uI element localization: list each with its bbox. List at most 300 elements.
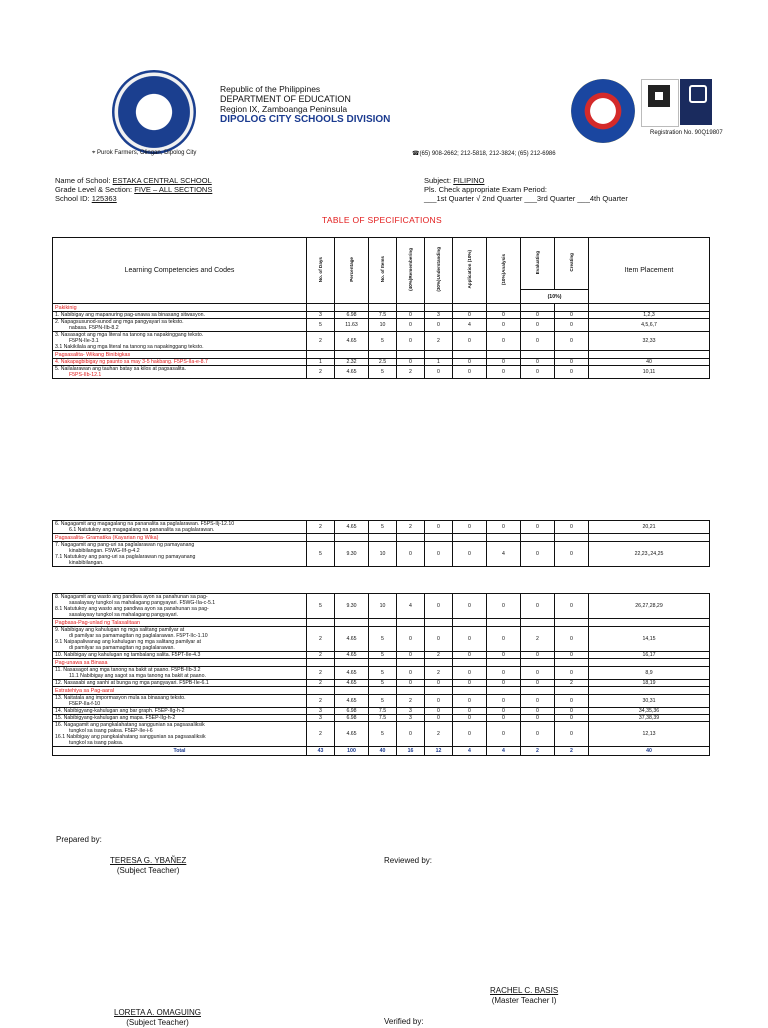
items-header: No. of Items	[369, 238, 397, 304]
empty-cell	[335, 351, 369, 359]
value-cell: 3	[425, 312, 453, 319]
percentage-header: Percentage	[335, 238, 369, 304]
teacher1-role: (Subject Teacher)	[116, 866, 180, 875]
location-icon: ⌖	[92, 150, 98, 156]
competency-cell	[53, 542, 307, 567]
teacher1-name: TERESA G. YBAÑEZ	[110, 856, 187, 865]
phone-icon: ☎	[412, 151, 420, 157]
empty-cell	[589, 534, 710, 542]
empty-cell	[397, 659, 425, 667]
empty-cell	[397, 619, 425, 627]
teacher2-role: (Subject Teacher)	[126, 1018, 189, 1027]
value-cell: 0	[397, 667, 425, 680]
value-cell: 6.98	[335, 708, 369, 715]
value-cell: 0	[555, 667, 589, 680]
value-cell: 0	[453, 594, 487, 619]
value-cell: 40	[589, 359, 710, 366]
table-row	[53, 332, 710, 351]
table-row	[53, 542, 710, 567]
value-cell: 0	[521, 359, 555, 366]
empty-cell	[397, 687, 425, 695]
competency-cell	[53, 366, 307, 379]
value-cell: 2	[307, 332, 335, 351]
teacher2-name: LORETA A. OMAGUING	[114, 1008, 201, 1017]
value-cell: 0	[487, 708, 521, 715]
competency-cell	[53, 722, 307, 747]
value-cell: 7.5	[369, 312, 397, 319]
value-cell: 11.63	[335, 319, 369, 332]
value-cell: 5	[369, 627, 397, 652]
ukas-certification-logo	[680, 79, 712, 125]
value-cell: 0	[425, 366, 453, 379]
empty-cell	[453, 351, 487, 359]
value-cell: 0	[453, 366, 487, 379]
empty-cell	[521, 659, 555, 667]
evaluating-creating-pct: (10%)	[521, 290, 589, 304]
value-cell: 2	[425, 652, 453, 659]
value-cell: 0	[487, 359, 521, 366]
empty-cell	[555, 534, 589, 542]
empty-cell	[307, 304, 335, 312]
value-cell: 0	[555, 708, 589, 715]
empty-cell	[521, 351, 555, 359]
total-cell: 4	[487, 747, 521, 756]
value-cell: 0	[521, 319, 555, 332]
table-row	[53, 667, 710, 680]
competency-line: F5PN-IIe-3.1	[69, 338, 99, 344]
value-cell: 0	[397, 627, 425, 652]
value-cell: 9.30	[335, 594, 369, 619]
creating-header: Creating	[555, 238, 589, 290]
value-cell: 0	[555, 521, 589, 534]
value-cell: 3	[307, 312, 335, 319]
table-row	[53, 627, 710, 652]
value-cell: 0	[453, 521, 487, 534]
competency-line: 6.1 Natutukoy ang magagalang na pananalita sa paglalarawan.	[69, 527, 215, 533]
value-cell: 4.65	[335, 695, 369, 708]
empty-cell	[369, 351, 397, 359]
value-cell: 0	[521, 708, 555, 715]
value-cell: 5	[307, 594, 335, 619]
table-header-row	[53, 238, 710, 290]
address-line: ⌖ Purok Farmers, Olingan, Dipolog City	[92, 150, 197, 156]
region-line: Region IX, Zamboanga Peninsula	[220, 104, 348, 114]
value-cell: 2	[555, 680, 589, 687]
value-cell: 0	[425, 594, 453, 619]
value-cell: 5	[369, 667, 397, 680]
value-cell: 0	[487, 319, 521, 332]
value-cell: 0	[453, 627, 487, 652]
value-cell: 0	[425, 708, 453, 715]
empty-cell	[487, 687, 521, 695]
value-cell: 4.65	[335, 680, 369, 687]
value-cell: 1,2,3	[589, 312, 710, 319]
value-cell: 10	[369, 319, 397, 332]
total-cell: 40	[369, 747, 397, 756]
value-cell: 2	[425, 667, 453, 680]
empty-cell	[453, 304, 487, 312]
value-cell: 0	[487, 594, 521, 619]
school-info: Name of School: ESTAKA CENTRAL SCHOOL Grade Level & Section: FIVE – ALL SECTIONS School ID: 125363	[55, 176, 213, 203]
value-cell: 7.5	[369, 715, 397, 722]
competency-line: 16.1 Nabibigay ang pangkalahatang sanggunian sa pagsasaliksik	[55, 734, 206, 740]
empty-cell	[307, 619, 335, 627]
specifications-table-part3	[52, 593, 710, 756]
value-cell: 14,15	[589, 627, 710, 652]
section-row	[53, 659, 710, 667]
table-row	[53, 359, 710, 366]
competency-line: tungkol sa isang paksa.	[69, 740, 124, 746]
value-cell: 0	[521, 722, 555, 747]
value-cell: 9.30	[335, 542, 369, 567]
competency-cell	[53, 594, 307, 619]
empty-cell	[453, 619, 487, 627]
empty-cell	[453, 534, 487, 542]
grade-section: FIVE – ALL SECTIONS	[134, 185, 213, 194]
empty-cell	[589, 351, 710, 359]
competency-cell	[53, 312, 307, 319]
section-row	[53, 351, 710, 359]
empty-cell	[589, 304, 710, 312]
value-cell: 4.65	[335, 332, 369, 351]
competency-cell	[53, 695, 307, 708]
value-cell: 2	[307, 722, 335, 747]
table-row	[53, 366, 710, 379]
empty-cell	[335, 687, 369, 695]
value-cell: 7.5	[369, 708, 397, 715]
reviewed-by-label: Reviewed by:	[384, 856, 433, 865]
competency-cell	[53, 359, 307, 366]
value-cell: 5	[307, 542, 335, 567]
section-row	[53, 534, 710, 542]
value-cell: 5	[369, 652, 397, 659]
empty-cell	[487, 534, 521, 542]
exam-info: Subject: FILIPINO Pls. Check appropriate Exam Period: ___1st Quarter √ 2nd Quarter ___3rd Quarter ___4th Quarter	[424, 176, 628, 203]
competency-line: nabasa. F5PN-IIb-8.2	[69, 325, 119, 331]
republic-line: Republic of the Philippines	[220, 84, 321, 94]
empty-cell	[555, 687, 589, 695]
iso-certification-logo	[641, 79, 679, 127]
competency-cell	[53, 332, 307, 351]
value-cell: 20,21	[589, 521, 710, 534]
competency-line: 8. Nagagamit ang wasto ang pandiwa ayon sa panahunan sa pag-	[55, 594, 208, 600]
value-cell: 0	[487, 332, 521, 351]
value-cell: 0	[453, 359, 487, 366]
value-cell: 0	[453, 722, 487, 747]
value-cell: 0	[487, 366, 521, 379]
empty-cell	[487, 619, 521, 627]
value-cell: 2	[397, 521, 425, 534]
value-cell: 0	[521, 542, 555, 567]
department-line: DEPARTMENT OF EDUCATION	[220, 94, 351, 104]
value-cell: 0	[453, 708, 487, 715]
value-cell: 2	[425, 332, 453, 351]
value-cell: 0	[397, 652, 425, 659]
value-cell: 5	[369, 695, 397, 708]
total-cell: 40	[589, 747, 710, 756]
value-cell: 0	[397, 312, 425, 319]
total-cell: 43	[307, 747, 335, 756]
value-cell: 0	[425, 521, 453, 534]
table-row	[53, 715, 710, 722]
section-label: Pag-unawa sa Binasa	[53, 659, 307, 667]
empty-cell	[369, 304, 397, 312]
value-cell: 0	[453, 667, 487, 680]
competency-cell	[53, 680, 307, 687]
value-cell: 0	[453, 715, 487, 722]
competency-line: F5PS-IIb-12.1	[69, 372, 102, 378]
competency-line: 16. Nagagamit ang pangkalahatang sanggunian sa pagsasaliksik	[55, 722, 205, 728]
value-cell: 0	[397, 680, 425, 687]
value-cell: 0	[397, 319, 425, 332]
value-cell: 2	[397, 695, 425, 708]
empty-cell	[425, 659, 453, 667]
empty-cell	[369, 619, 397, 627]
placement-header: Item Placement	[589, 238, 710, 304]
empty-cell	[335, 534, 369, 542]
total-cell: 2	[555, 747, 589, 756]
competency-line: 5. Nailalarawan ang tauhan batay sa kilos at pagsasalita.	[55, 366, 186, 372]
value-cell: 26,27,28,29	[589, 594, 710, 619]
competency-line: 11.1 Nabibigay ang sagot sa mga tanong na bakit at paano.	[69, 673, 206, 679]
value-cell: 0	[555, 594, 589, 619]
value-cell: 0	[397, 332, 425, 351]
table-row	[53, 521, 710, 534]
value-cell: 4,5,6,7	[589, 319, 710, 332]
competency-line: 2. Napagsusunod-sunod ang mga pangyayari sa teksto.	[55, 319, 184, 325]
value-cell: 0	[521, 366, 555, 379]
value-cell: 0	[425, 715, 453, 722]
value-cell: 2	[307, 652, 335, 659]
understanding-header: (30%)Understanding	[425, 238, 453, 304]
reviewer-signature	[490, 986, 558, 1006]
value-cell: 4.65	[335, 521, 369, 534]
competency-line: sasalaysay tungkol sa mahalagang pangyayari. F5WG-IIa-c-5.1	[69, 600, 216, 606]
competency-line: 10. Nabibigay ang kahulugan ng tambalang salita. F5PT-IIe-4.3	[55, 652, 201, 658]
section-row	[53, 619, 710, 627]
value-cell: 0	[521, 680, 555, 687]
empty-cell	[369, 659, 397, 667]
table-row	[53, 652, 710, 659]
competency-line: 12. Nasasabi ang sanhi at bunga ng mga pangyayari. F5PB-IIe-6.1	[55, 680, 209, 686]
competency-line: F5EP-IIa-f-10	[69, 701, 101, 707]
value-cell: 3	[307, 715, 335, 722]
competency-line: 15. Nabibigyang-kahulugan ang mapa. F5EP-IIg-h-2	[55, 715, 176, 721]
value-cell: 0	[487, 521, 521, 534]
value-cell: 0	[487, 312, 521, 319]
value-cell: 0	[425, 542, 453, 567]
value-cell: 0	[453, 312, 487, 319]
division-name: DIPOLOG CITY SCHOOLS DIVISION	[220, 114, 391, 125]
school-id: 125363	[91, 194, 117, 203]
section-label: Pagsasalita- Gramatika (Kayarian ng Wika)	[53, 534, 307, 542]
table-row	[53, 319, 710, 332]
value-cell: 30,31	[589, 695, 710, 708]
value-cell: 4.65	[335, 722, 369, 747]
value-cell: 6.98	[335, 312, 369, 319]
exam-period-label: Pls. Check appropriate Exam Period:	[424, 185, 547, 194]
value-cell: 0	[555, 652, 589, 659]
total-cell: 4	[453, 747, 487, 756]
competency-cell	[53, 667, 307, 680]
value-cell: 0	[487, 695, 521, 708]
value-cell: 0	[521, 715, 555, 722]
value-cell: 10,11	[589, 366, 710, 379]
value-cell: 4.65	[335, 366, 369, 379]
exam-period-options: ___1st Quarter √ 2nd Quarter ___3rd Quarter ___4th Quarter	[424, 194, 628, 203]
value-cell: 0	[521, 695, 555, 708]
table-row	[53, 708, 710, 715]
application-header: Application (10%)	[453, 238, 487, 304]
value-cell: 32,33	[589, 332, 710, 351]
empty-cell	[555, 304, 589, 312]
remembering-header: (40%)Remembering	[397, 238, 425, 304]
competencies-header: Learning Competencies and Codes	[53, 238, 307, 304]
section-row	[53, 687, 710, 695]
section-label: Pakikinig	[53, 304, 307, 312]
table-row	[53, 312, 710, 319]
reviewer-role: (Master Teacher I)	[491, 996, 557, 1005]
specifications-table-part2	[52, 520, 710, 567]
teacher2-signature	[114, 1008, 201, 1028]
reviewer-name: RACHEL C. BASIS	[490, 986, 559, 995]
value-cell: 0	[397, 542, 425, 567]
value-cell: 0	[555, 715, 589, 722]
table-row	[53, 680, 710, 687]
value-cell: 0	[425, 695, 453, 708]
competency-line: 14. Nabibigyang-kahulugan ang bar graph. F5EP-IIg-h-2	[55, 708, 185, 714]
empty-cell	[555, 659, 589, 667]
empty-cell	[307, 687, 335, 695]
value-cell: 4.65	[335, 667, 369, 680]
value-cell: 0	[487, 680, 521, 687]
subject-name: FILIPINO	[453, 176, 485, 185]
empty-cell	[589, 619, 710, 627]
table-row	[53, 594, 710, 619]
specifications-table-part1	[52, 237, 710, 379]
empty-cell	[425, 351, 453, 359]
value-cell: 0	[555, 722, 589, 747]
competency-line: 9. Nabibigay ang kahulugan ng mga salitang pamilyar at	[55, 627, 185, 633]
empty-cell	[521, 534, 555, 542]
value-cell: 0	[487, 715, 521, 722]
value-cell: 5	[307, 319, 335, 332]
competency-line: 4. Nakapagbibigay ng paunto sa may 3-5 hakbang. F5PS-IIa-e-8.7	[55, 359, 208, 365]
value-cell: 0	[521, 332, 555, 351]
table-row	[53, 722, 710, 747]
total-cell: 2	[521, 747, 555, 756]
value-cell: 4	[453, 319, 487, 332]
verified-by-label: Verified by:	[384, 1017, 424, 1026]
value-cell: 5	[369, 366, 397, 379]
competency-line: tungkol sa isang paksa. F5EP-IIe-i-6	[69, 728, 153, 734]
empty-cell	[521, 687, 555, 695]
value-cell: 2	[521, 627, 555, 652]
competency-cell	[53, 319, 307, 332]
contact-line: ☎(65) 908-2662; 212-5818, 212-3824; (65) 212-6986	[412, 151, 556, 157]
empty-cell	[425, 534, 453, 542]
total-row	[53, 747, 710, 756]
value-cell: 0	[555, 695, 589, 708]
competency-line: 7.1 Natutukoy ang pang-uri sa paglalarawan ng pamayanang	[55, 554, 196, 560]
empty-cell	[397, 304, 425, 312]
empty-cell	[307, 534, 335, 542]
value-cell: 12,13	[589, 722, 710, 747]
value-cell: 16,17	[589, 652, 710, 659]
school-name: ESTAKA CENTRAL SCHOOL	[112, 176, 212, 185]
total-cell: 16	[397, 747, 425, 756]
empty-cell	[487, 659, 521, 667]
registration-number: Registration No. 90Q19807	[650, 130, 723, 136]
value-cell: 0	[555, 542, 589, 567]
competency-cell	[53, 715, 307, 722]
competency-line: 13. Naitatala ang impormasyon mula sa binasang teksto.	[55, 695, 186, 701]
value-cell: 0	[453, 332, 487, 351]
empty-cell	[555, 351, 589, 359]
value-cell: 0	[487, 667, 521, 680]
empty-cell	[369, 687, 397, 695]
value-cell: 0	[555, 366, 589, 379]
value-cell: 0	[425, 680, 453, 687]
competency-line: di pamilyar sa pamamagitan ng paglalarawan.	[69, 645, 175, 651]
competency-line: 6. Nagagamit ang magagalang na pananalita sa paglalarawan. F5PS-IIj-12.10	[55, 521, 235, 527]
value-cell: 0	[453, 680, 487, 687]
section-label: Estratehiya sa Pag-aaral	[53, 687, 307, 695]
empty-cell	[453, 659, 487, 667]
competency-line: 8.1 Natutukoy ang wasto ang pandiwa ayon sa panahunan sa pag-	[55, 606, 209, 612]
value-cell: 0	[397, 722, 425, 747]
empty-cell	[589, 687, 710, 695]
analysis-header: (10%)Analysis	[487, 238, 521, 304]
competency-cell	[53, 708, 307, 715]
value-cell: 2.32	[335, 359, 369, 366]
value-cell: 0	[453, 652, 487, 659]
value-cell: 0	[487, 627, 521, 652]
empty-cell	[521, 304, 555, 312]
value-cell: 0	[487, 722, 521, 747]
prepared-by-label: Prepared by:	[56, 835, 102, 844]
value-cell: 5	[369, 521, 397, 534]
competency-line: 11. Nasasagot ang mga tanong na bakit at paano. F5PB-IIb-3.2	[55, 667, 201, 673]
value-cell: 4.65	[335, 652, 369, 659]
value-cell: 0	[521, 521, 555, 534]
value-cell: 37,38,39	[589, 715, 710, 722]
value-cell: 4	[397, 594, 425, 619]
value-cell: 0	[555, 627, 589, 652]
value-cell: 4.65	[335, 627, 369, 652]
value-cell: 3	[307, 708, 335, 715]
value-cell: 2	[307, 695, 335, 708]
empty-cell	[397, 351, 425, 359]
days-header: No. of Days	[307, 238, 335, 304]
competency-line: kinabibilangan. F5WG-IIf-g-4.2	[69, 548, 140, 554]
value-cell: 2	[307, 366, 335, 379]
empty-cell	[425, 304, 453, 312]
empty-cell	[397, 534, 425, 542]
empty-cell	[307, 351, 335, 359]
empty-cell	[453, 687, 487, 695]
deped-seal-logo	[112, 70, 196, 154]
total-cell: 100	[335, 747, 369, 756]
competency-line: 7. Nagagamit ang pang-uri sa paglalarawan ng pamayanang	[55, 542, 195, 548]
letterhead	[220, 84, 390, 125]
empty-cell	[335, 619, 369, 627]
value-cell: 5	[369, 332, 397, 351]
value-cell: 10	[369, 542, 397, 567]
evaluating-header: Evaluating	[521, 238, 555, 290]
value-cell: 0	[521, 652, 555, 659]
value-cell: 5	[369, 722, 397, 747]
